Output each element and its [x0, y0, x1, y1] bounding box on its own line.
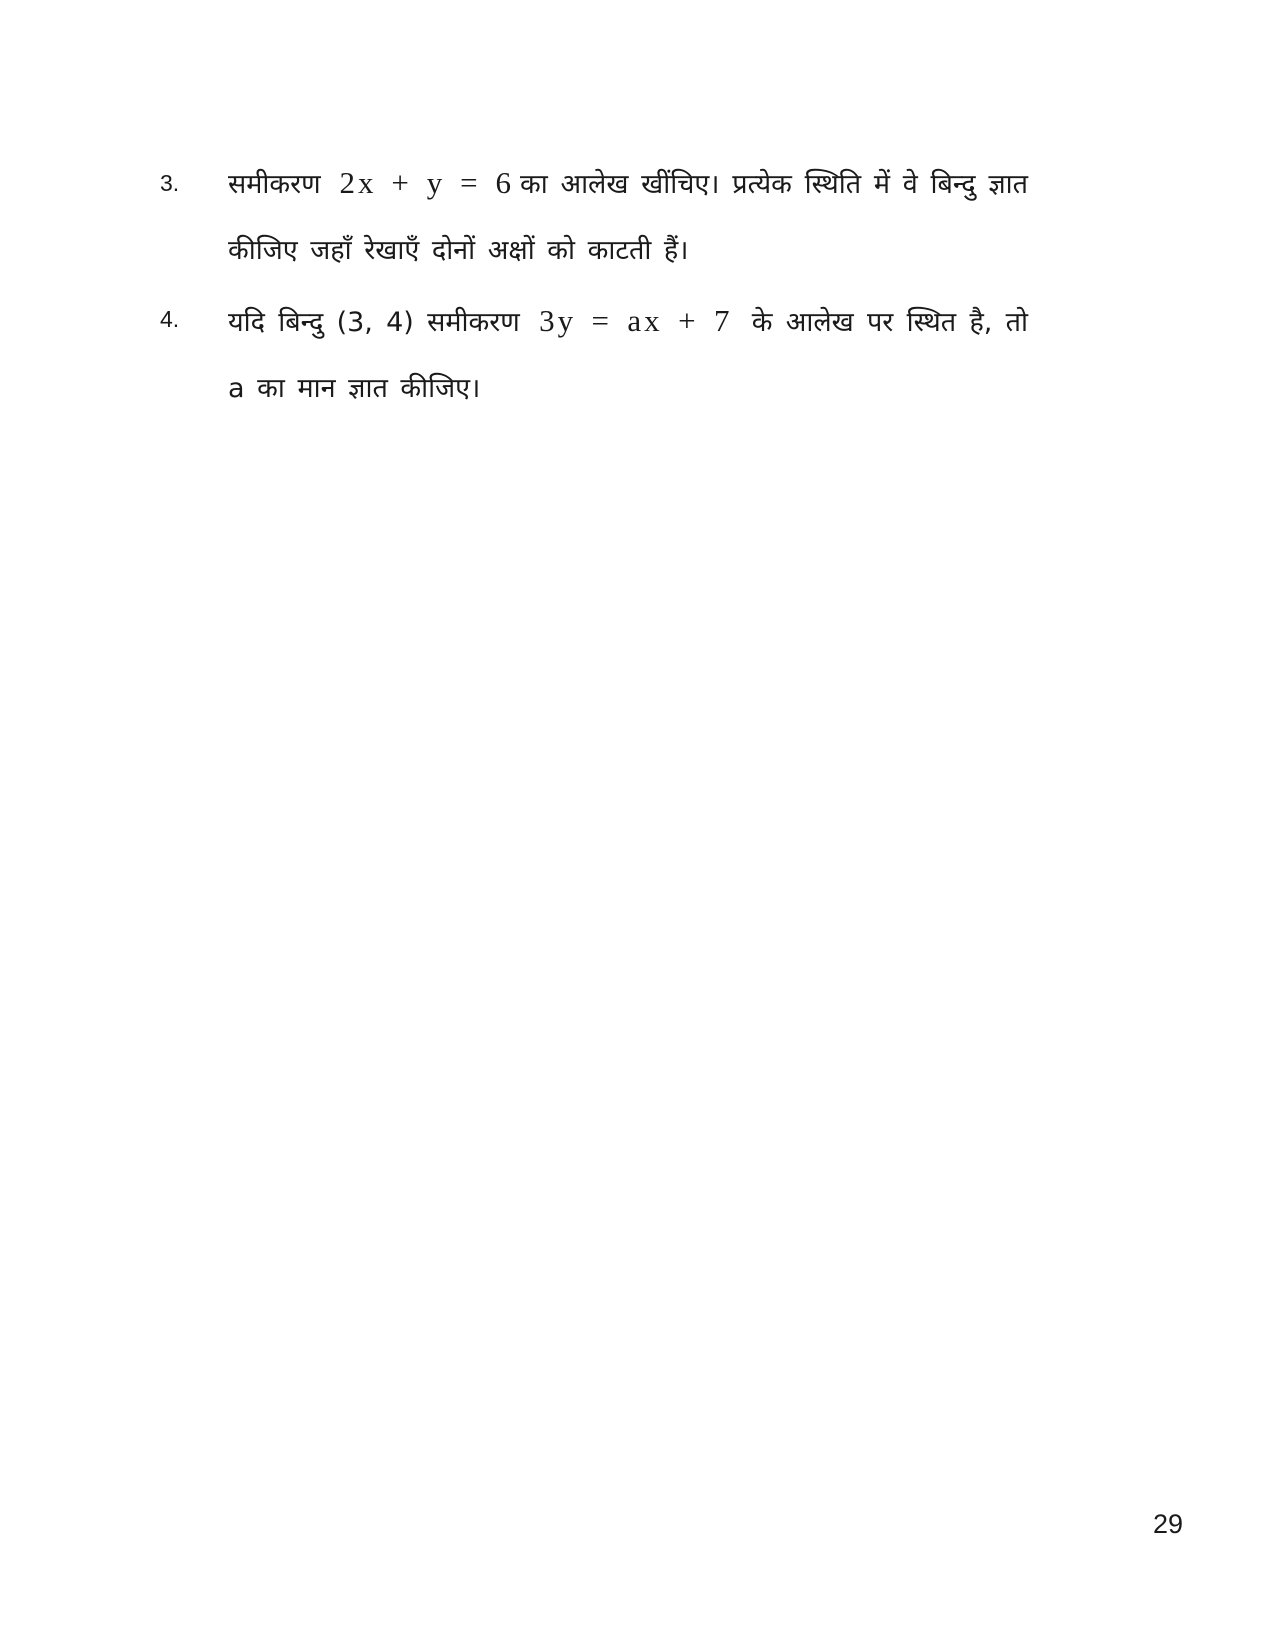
question-text [228, 288, 1028, 422]
question-text-before: समीकरण [228, 169, 321, 200]
page-number: 29 [1152, 1509, 1183, 1539]
equation: 2x + y = 6 [339, 165, 514, 200]
question-number: 4. [160, 306, 180, 332]
equation: 3y = ax + 7 [539, 303, 733, 338]
question-text [228, 150, 1028, 284]
question-number: 3. [160, 170, 180, 196]
question-text-before: यदि बिन्दु (3, 4) समीकरण [228, 307, 520, 338]
question-text-after: का आलेख खींचिए। प्रत्येक स्थिति में वे बिन्दु ज्ञात कीजिए जहाँ रेखाएँ दोनों अक्षों को काटती हैं। [228, 169, 1029, 266]
question-text-after: के आलेख पर स्थित है, तो a का मान ज्ञात कीजिए। [228, 307, 1028, 404]
